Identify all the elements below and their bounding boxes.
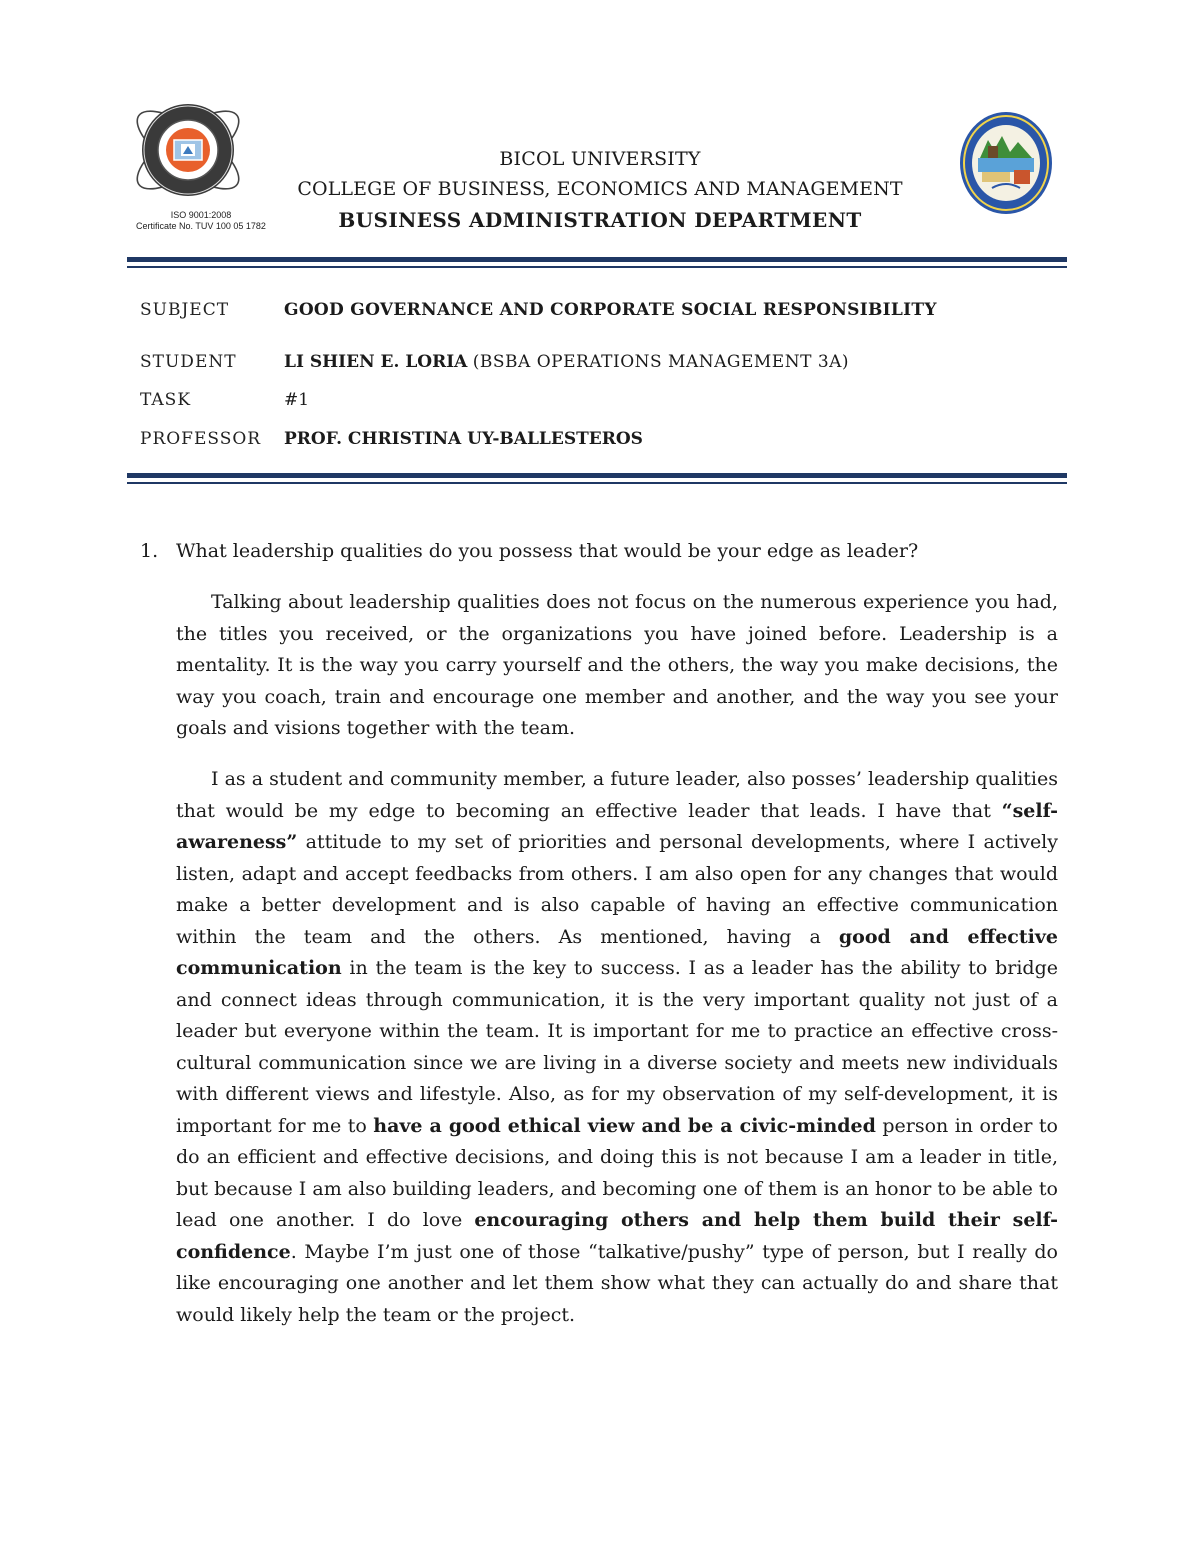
question-number: 1. [140,540,159,562]
paragraph-2-text: . Maybe I’m just one of those “talkative/pushy” type of person, but I really do like encouraging one another and let them show what they can actually do and share that would likely help the team or the project. [176,1240,1058,1326]
paragraph-2-text: attitude to my set of priorities and personal developments, where I actively listen, adapt and accept feedbacks from others. I am also open for any changes that would make a better development and is also capable of having an effective communication within the team and the others. As mentioned, having a [176,831,1058,948]
paragraph-2-text: in the team is the key to success. I as a leader has the ability to bridge and connect ideas through communication, it is the very important quality not just of a leader but everyone within the team. It is important for me to practice an effective cross-cultural communication since we are living in a diverse society and meets new individuals with different views and lifestyle. Also, as for my observation of my self-development, it is important for me to [176,957,1058,1137]
question-1 [140,536,1080,566]
document-header [240,144,960,236]
student-name: LI SHIEN E. LORIA [284,352,468,372]
college-seal-logo [958,110,1054,216]
student-program: (BSBA OPERATIONS MANAGEMENT 3A) [472,352,850,372]
highlight-encouraging-others: encouraging others and help them build their self- confidence [176,1209,1059,1263]
college-name: COLLEGE OF BUSINESS, ECONOMICS AND MANAGEMENT [297,178,903,200]
iso-standard: ISO 9001:2008 [170,210,232,220]
student-label: STUDENT [140,352,237,372]
paragraph-2-text: I as a student and community member, a future leader, also posses’ leadership qualities that would be my edge to becoming an effective leader that leads. I have that [176,768,1058,822]
professor-label: PROFESSOR [140,429,262,449]
professor-value: PROF. CHRISTINA UY-BALLESTEROS [284,429,643,449]
task-value: #1 [284,390,310,410]
subject-value: GOOD GOVERNANCE AND CORPORATE SOCIAL RESPONSIBILITY [284,300,937,320]
student-value [284,352,849,372]
answer-paragraph-1: Talking about leadership qualities does not focus on the numerous experience you had, the titles you received, or the organizations you have joined before. Leadership is a mentality. It is the way you carry yourself and the others, the way you make decisions, the way you coach, train and encourage one member and another, and the way you see your goals and visions together with the team. [176,591,1058,739]
highlight-self-awareness: “self-awareness” [176,799,1058,853]
answer-paragraph-2 [176,764,1058,1331]
paragraph-2-text: person in order to do an efficient and effective decisions, and doing this is not because I am a leader in title, but because I am also building leaders, and becoming one of them is an honor to be able to lead one another. I do love [176,1114,1058,1231]
university-name: BICOL UNIVERSITY [499,148,701,170]
department-name: BUSINESS ADMINISTRATION DEPARTMENT [338,208,862,232]
task-label: TASK [140,390,192,410]
college-seal-icon [958,110,1054,216]
header-divider [127,257,1067,268]
iso-certificate: Certificate No. TUV 100 05 1782 [136,221,266,231]
highlight-communication: good and effective communication [176,925,1058,979]
question-text: What leadership qualities do you possess that would be your edge as leader? [176,540,919,562]
subject-label: SUBJECT [140,300,230,320]
info-divider [127,473,1067,484]
highlight-ethical-view: have a good ethical view and be a civic-minded [373,1114,876,1137]
